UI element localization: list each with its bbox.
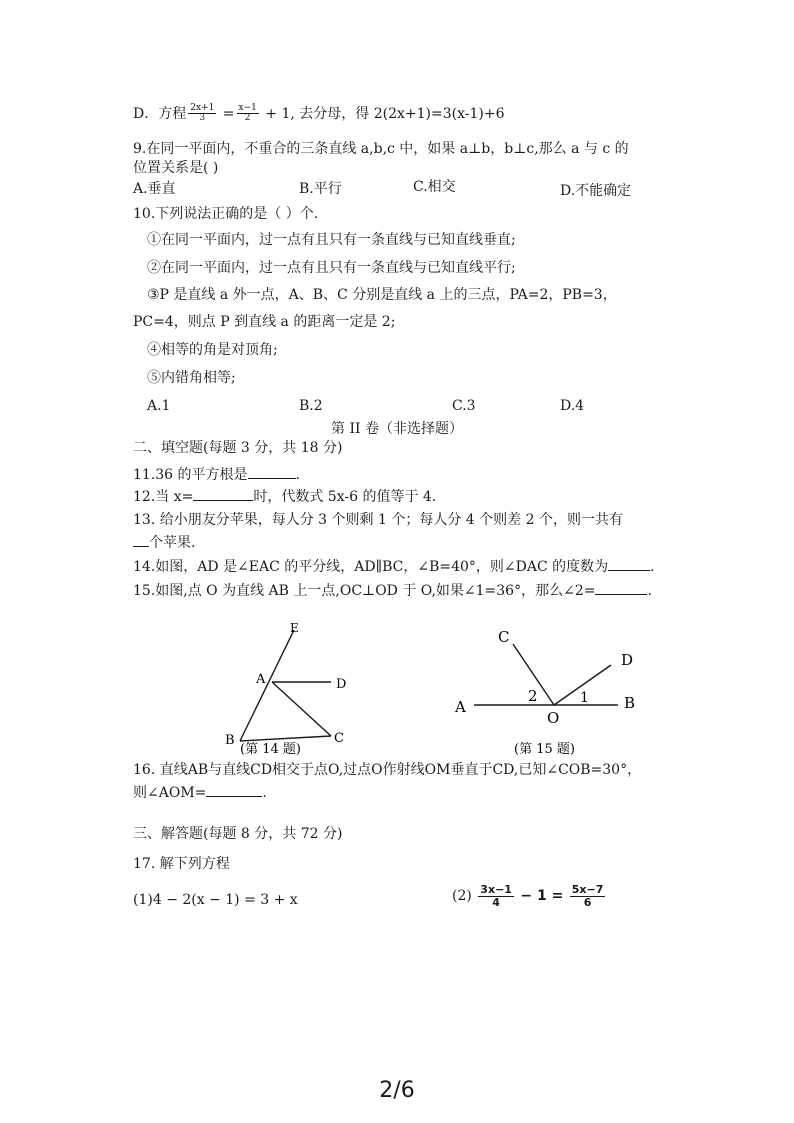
q8d-label: D．方程 — [133, 105, 187, 122]
q17-part-1: (1)4 − 2(x − 1) = 3 + x — [133, 892, 298, 908]
q11: 11.36 的平方根是 . — [133, 467, 300, 483]
q17-p2-fraction-2: $\frac{5x-7}{6}$ — [571, 883, 604, 909]
q9-option-b: B.平行 — [299, 181, 342, 197]
q10-statement-1: ①在同一平面内，过一点有且只有一条直线与已知直线垂直; — [147, 232, 516, 248]
q17-part-2: (2) $\frac{3x-1}{4}$ − 1 = $\frac{5x-7}{6}$ — [452, 883, 604, 909]
q12: 12.当 x= 时，代数式 5x-6 的值等于 4. — [133, 489, 437, 505]
q12-answer-blank — [193, 488, 253, 501]
q9-line1: 9.在同一平面内，不重合的三条直线 a,b,c 中，如果 a⊥b，b⊥c,那么 a 与 c 的 — [133, 141, 629, 157]
fig14-caption: (第 14 题) — [240, 742, 301, 757]
q13-line2: 个苹果. — [133, 534, 195, 552]
fig15-angle-2: 2 — [528, 687, 538, 705]
fig14-label-d: D — [336, 677, 347, 692]
q8d-fraction-1: $\frac{2x+1}{3}$ — [190, 103, 215, 124]
q16-line2: 则∠AOM= . — [133, 785, 267, 801]
q10-statement-2: ②在同一平面内，过一点有且只有一条直线与已知直线平行; — [147, 260, 516, 276]
q10-option-a: A.1 — [147, 398, 171, 414]
fig15-label-c: C — [498, 628, 510, 646]
q13-answer-blank — [133, 534, 149, 547]
q9-line2: 位置关系是( ) — [133, 160, 219, 176]
part2-title: 第 II 卷（非选择题） — [331, 421, 463, 437]
fig15-label-b: B — [624, 694, 636, 712]
line-bc — [240, 736, 331, 741]
fig14-label-c: C — [334, 731, 344, 746]
page-number: 2/6 — [379, 1078, 415, 1103]
q10-statement-3b: PC=4，则点 P 到直线 a 的距离一定是 2; — [133, 314, 396, 330]
q8d-rest: + 1, 去分母，得 2(2x+1)=3(x-1)+6 — [265, 105, 505, 122]
fig15-angle-1: 1 — [580, 690, 589, 706]
figure-15 — [448, 620, 648, 760]
fig15-label-d: D — [621, 651, 634, 669]
q15-answer-blank — [595, 582, 647, 595]
section-3-heading: 三、解答题(每题 8 分，共 72 分) — [133, 826, 343, 842]
q10-stem: 10.下列说法正确的是（ ）个. — [133, 206, 319, 222]
fig15-label-a: A — [455, 698, 466, 716]
q9-option-d: D.不能确定 — [560, 183, 632, 199]
line-ac — [272, 682, 331, 736]
figure-14 — [215, 615, 365, 760]
q14: 14.如图，AD 是∠EAC 的平分线，AD∥BC，∠B=40°，则∠DAC 的度数为 . — [133, 559, 655, 575]
q10-option-d: D.4 — [560, 398, 585, 414]
q15: 15.如图,点 O 为直线 AB 上一点,OC⊥OD 于 O,如果∠1=36°，那么∠2= . — [133, 583, 652, 599]
section-2-heading: 二、填空题(每题 3 分，共 18 分) — [133, 440, 343, 456]
q10-statement-4: ④相等的角是对顶角; — [147, 342, 278, 358]
fig15-caption: (第 15 题) — [514, 742, 575, 757]
q13-line1: 13. 给小朋友分苹果，每人分 3 个则剩 1 个；每人分 4 个则差 2 个，则一共有 — [133, 512, 623, 528]
q8d-fraction-2: $\frac{x-1}{2}$ — [238, 103, 257, 124]
q8-option-d: D．方程 $\frac{2x+1}{3}$ = $\frac{x-1}{2}$ + 1, 去分母，得 2(2x+1)=3(x-1)+6 — [133, 103, 505, 124]
q16-answer-blank — [206, 784, 262, 797]
q9-option-c: C.相交 — [413, 179, 456, 195]
q16-line1: 16. 直线AB与直线CD相交于点O,过点O作射线OM垂直于CD,已知∠COB=30°， — [133, 762, 642, 778]
q10-option-c: C.3 — [452, 398, 476, 414]
fig14-label-e: E — [290, 621, 299, 635]
q10-statement-5: ⑤内错角相等; — [147, 370, 236, 386]
fig15-label-o: O — [547, 709, 560, 727]
fig14-label-a: A — [256, 672, 266, 687]
fig14-label-b: B — [225, 733, 235, 748]
q10-option-b: B.2 — [299, 398, 323, 414]
q9-option-a: A.垂直 — [133, 181, 176, 197]
q10-statement-3a: ③P 是直线 a 外一点，A、B、C 分别是直线 a 上的三点，PA=2，PB=3， — [147, 287, 617, 303]
q17-p2-fraction-1: $\frac{3x-1}{4}$ — [480, 883, 512, 909]
q17-stem: 17. 解下列方程 — [133, 856, 230, 872]
q14-answer-blank — [608, 558, 650, 571]
line-be — [240, 630, 294, 741]
q11-answer-blank — [248, 466, 296, 479]
